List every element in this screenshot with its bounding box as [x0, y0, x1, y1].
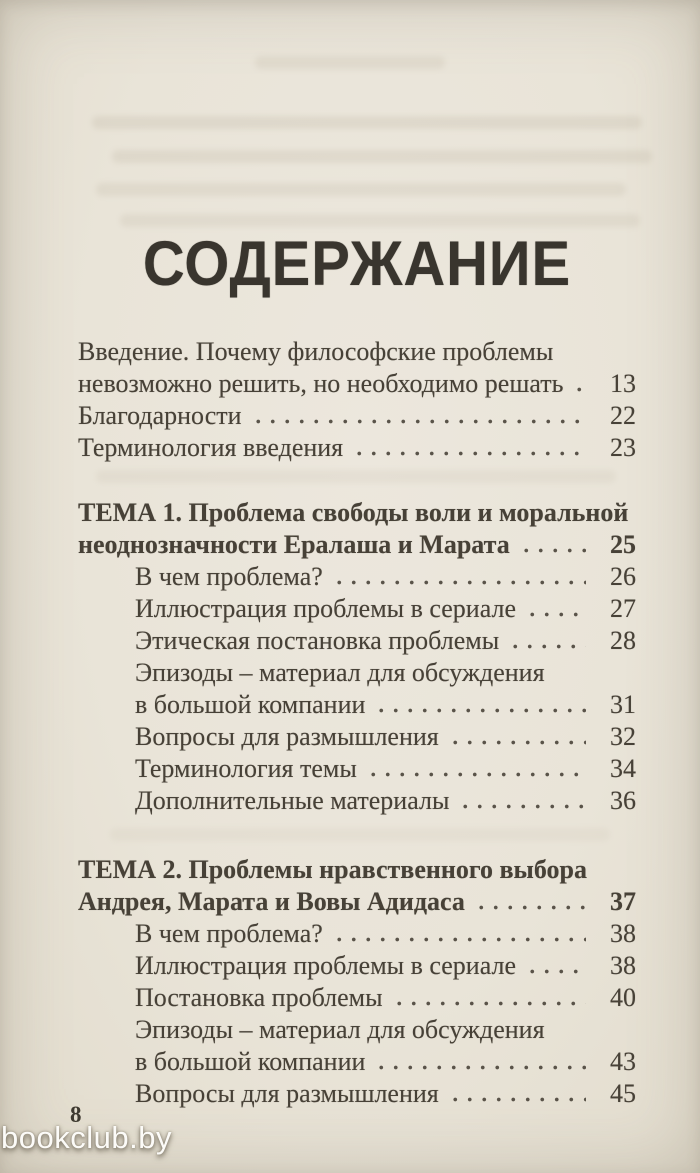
dotted-leader — [330, 561, 586, 593]
toc-entry — [78, 721, 636, 753]
toc-entry — [78, 368, 636, 400]
toc-entry-text: Андрея, Марата и Вовы Адидаса — [78, 887, 465, 916]
dotted-leader — [364, 753, 586, 785]
toc-entry-page: 37 — [610, 887, 636, 916]
dotted-leader — [523, 593, 586, 625]
toc-entry — [78, 625, 636, 657]
dotted-leader — [446, 721, 586, 753]
dotted-leader — [570, 368, 586, 400]
dotted-leader — [350, 432, 586, 464]
toc-entry-page: 22 — [610, 401, 636, 430]
folio-page-number: 8 — [70, 1102, 82, 1127]
toc-entry — [78, 918, 636, 950]
dotted-leader — [372, 1046, 586, 1078]
toc-entry-text: Эпизоды – материал для обсуждения — [135, 658, 545, 687]
toc-entry-text: Введение. Почему философские проблемы — [78, 337, 554, 366]
toc-entry — [78, 432, 636, 464]
toc-entry — [78, 950, 636, 982]
toc-entry-text: Дополнительные материалы — [135, 786, 450, 815]
toc-entry-page: 25 — [610, 530, 636, 559]
toc-section-heading — [78, 529, 636, 561]
dotted-leader — [560, 336, 586, 368]
toc-entry-page — [594, 1014, 636, 1046]
toc-entry-text: Терминология введения — [78, 433, 344, 462]
toc-entry-page: 38 — [610, 919, 636, 948]
toc-entry — [78, 1046, 636, 1078]
toc-entry — [78, 400, 636, 432]
toc-entry-text: ТЕМА 1. Проблема свободы воли и моральной — [78, 498, 629, 527]
toc-entry-text: в большой компании — [135, 690, 366, 719]
page-title: СОДЕРЖАНИЕ — [142, 229, 572, 299]
dotted-leader — [390, 982, 586, 1014]
toc-entry-text: Вопросы для размышления — [135, 722, 439, 751]
toc-entry — [78, 561, 636, 593]
toc-entry-page: 45 — [610, 1079, 636, 1108]
toc-entry-text: неоднозначности Ералаша и Марата — [78, 530, 510, 559]
toc-entry-page: 28 — [610, 626, 636, 655]
toc-section-heading — [78, 497, 636, 529]
toc-entry-text: Иллюстрация проблемы в сериале — [135, 951, 516, 980]
toc-entry-text: Вопросы для размышления — [135, 1079, 439, 1108]
dotted-leader — [552, 657, 586, 689]
toc-entry-text: Иллюстрация проблемы в сериале — [135, 594, 516, 623]
toc-entry-page: 43 — [610, 1047, 636, 1076]
toc-entry-page — [602, 854, 636, 886]
toc-entry-page: 23 — [610, 433, 636, 462]
toc-entry-page: 13 — [610, 369, 636, 398]
toc-entry — [78, 1078, 636, 1110]
toc-entry-page: 36 — [610, 786, 636, 815]
toc-entry-text: невозможно решить, но необходимо решать — [78, 369, 564, 398]
table-of-contents — [78, 336, 636, 1110]
toc-entry — [78, 785, 636, 817]
toc-entry — [78, 753, 636, 785]
dotted-leader — [330, 918, 586, 950]
dotted-leader — [523, 950, 586, 982]
toc-entry-text: Терминология темы — [135, 754, 357, 783]
bookclub-watermark: bookclub.by — [1, 1120, 172, 1155]
dotted-leader — [472, 886, 586, 918]
toc-entry-page: 40 — [610, 983, 636, 1012]
toc-entry-text: В чем проблема? — [135, 562, 323, 591]
toc-entry — [78, 336, 636, 368]
toc-entry-text: ТЕМА 2. Проблемы нравственного выбора — [78, 855, 587, 884]
dotted-leader — [506, 625, 586, 657]
toc-section-heading — [78, 854, 636, 886]
toc-entry-text: Благодарности — [78, 401, 242, 430]
toc-entry — [78, 657, 636, 689]
toc-entry-page: 31 — [610, 690, 636, 719]
toc-entry-text: В чем проблема? — [135, 919, 323, 948]
dotted-leader — [446, 1078, 586, 1110]
toc-entry-page: 27 — [610, 594, 636, 623]
toc-entry-page — [594, 657, 636, 689]
dotted-leader — [552, 1014, 586, 1046]
toc-entry-page: 34 — [610, 754, 636, 783]
dotted-leader — [372, 689, 586, 721]
dotted-leader — [456, 785, 586, 817]
toc-entry-page: 26 — [610, 562, 636, 591]
dotted-leader — [249, 400, 586, 432]
page-content — [78, 0, 636, 1110]
dotted-leader — [517, 529, 586, 561]
toc-entry-page — [594, 336, 636, 368]
toc-entry-text: в большой компании — [135, 1047, 366, 1076]
toc-entry-text: Этическая постановка проблемы — [135, 626, 500, 655]
toc-entry — [78, 1014, 636, 1046]
toc-entry — [78, 593, 636, 625]
toc-entry-page: 32 — [610, 722, 636, 751]
toc-entry-page: 38 — [610, 951, 636, 980]
toc-entry — [78, 689, 636, 721]
toc-entry — [78, 982, 636, 1014]
toc-section-heading — [78, 886, 636, 918]
toc-entry-text: Постановка проблемы — [135, 983, 383, 1012]
toc-entry-text: Эпизоды – материал для обсуждения — [135, 1015, 545, 1044]
